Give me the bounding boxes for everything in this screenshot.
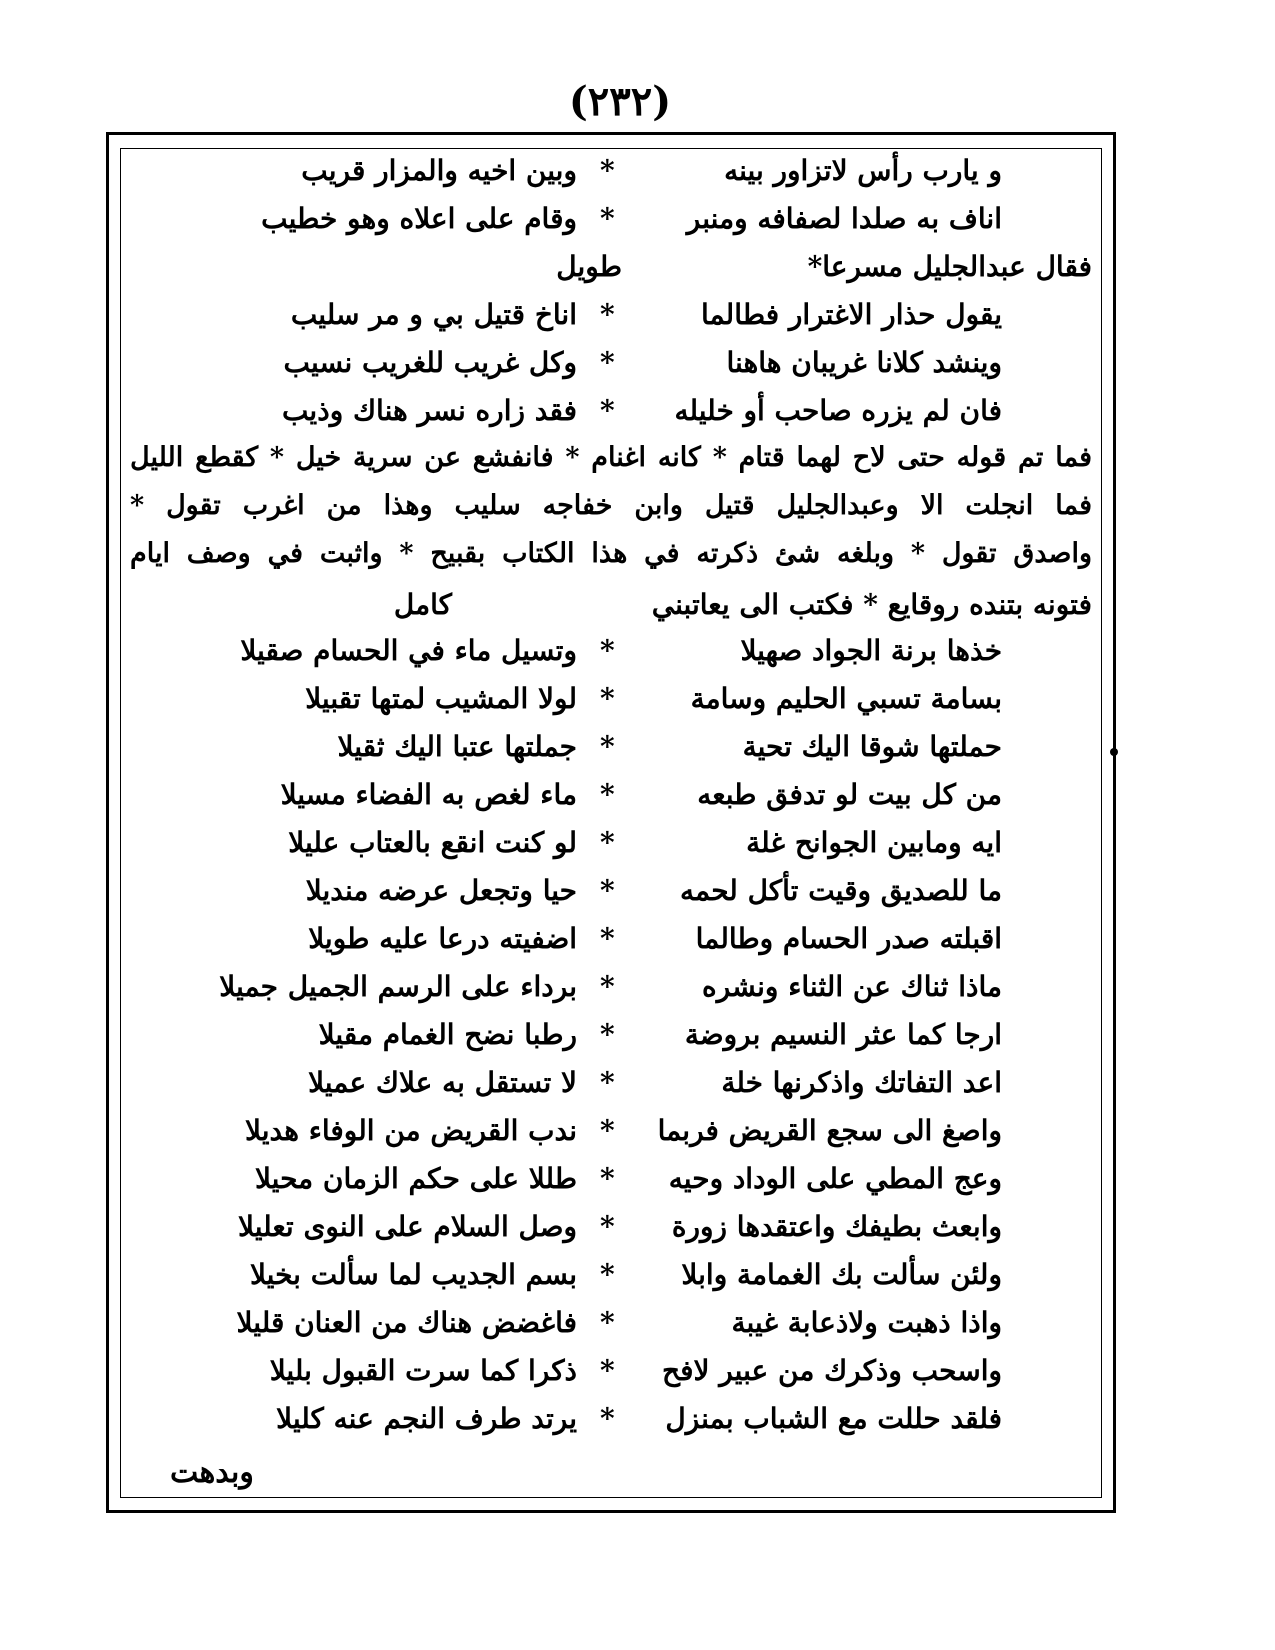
intro-text: فتونه بتنده روقايع * فكتب الى يعاتبني (651, 588, 1092, 621)
verse-hemistich-first: ايه ومابين الجوانح غلة (746, 826, 1002, 859)
verse-hemistich-first: ماذا ثناك عن الثناء ونشره (702, 970, 1002, 1003)
verse-separator: * (600, 1402, 615, 1435)
verse-line (130, 822, 1092, 872)
prose-line: واصدق تقول * وبلغه شئ ذكرته في هذا الكتاب بقبيح * واثبت في وصف ايام (130, 538, 1092, 569)
verse-separator: * (600, 1114, 615, 1147)
verse-hemistich-second: لا تستقل به علاك عميلا (308, 1066, 577, 1099)
verse-hemistich-second: بسم الجديب لما سألت بخيلا (249, 1258, 577, 1291)
verse-hemistich-second: وكل غريب للغريب نسيب (283, 346, 577, 379)
verse-line (130, 198, 1092, 248)
verse-hemistich-second: اناخ قتيل بي و مر سليب (290, 298, 577, 331)
verse-hemistich-second: وتسيل ماء في الحسام صقيلا (240, 634, 577, 667)
verse-line (130, 1206, 1092, 1256)
verse-hemistich-second: ماء لغص به الفضاء مسيلا (280, 778, 577, 811)
verse-separator: * (600, 346, 615, 379)
verse-hemistich-second: ذكرا كما سرت القبول بليلا (269, 1354, 577, 1387)
verse-separator: * (600, 874, 615, 907)
verse-hemistich-second: اضفيته درعا عليه طويلا (308, 922, 577, 955)
catchword: وبدهت (170, 1455, 254, 1490)
verse-line (130, 342, 1092, 392)
meter-label: كامل (393, 588, 452, 621)
verse-hemistich-first: ما للصديق وقيت تأكل لحمه (680, 874, 1002, 907)
verse-hemistich-second: وبين اخيه والمزار قريب (301, 154, 577, 187)
verse-separator: * (600, 826, 615, 859)
verse-hemistich-first: اناف به صلدا لصفافه ومنبر (686, 202, 1002, 235)
verse-line (130, 1398, 1092, 1448)
verse-separator: * (600, 154, 615, 187)
verse-hemistich-first: يقول حذار الاغترار فطالما (700, 298, 1002, 331)
verse-hemistich-second: طللا على حكم الزمان محيلا (254, 1162, 577, 1195)
poem-text-area (130, 150, 1092, 1495)
verse-hemistich-first: من كل بيت لو تدفق طبعه (697, 778, 1002, 811)
verse-hemistich-second: وقام على اعلاه وهو خطيب (261, 202, 577, 235)
verse-hemistich-second: لو كنت انقع بالعتاب عليلا (288, 826, 577, 859)
verse-line (130, 774, 1092, 824)
verse-hemistich-first: خذها برنة الجواد صهيلا (740, 634, 1002, 667)
verse-line (130, 870, 1092, 920)
verse-hemistich-second: برداء على الرسم الجميل جميلا (219, 970, 577, 1003)
verse-hemistich-first: وابعث بطيفك واعتقدها زورة (671, 1210, 1002, 1243)
verse-hemistich-first: فلقد حللت مع الشباب بمنزل (665, 1402, 1002, 1435)
verse-line (130, 1254, 1092, 1304)
verse-hemistich-first: فان لم يزره صاحب أو خليله (674, 394, 1002, 427)
verse-separator: * (600, 1306, 615, 1339)
verse-hemistich-first: و يارب رأس لاتزاور بينه (724, 154, 1002, 187)
verse-hemistich-second: جملتها عتبا اليك ثقيلا (337, 730, 577, 763)
verse-separator: * (600, 682, 615, 715)
verse-separator: * (600, 1018, 615, 1051)
verse-line (130, 726, 1092, 776)
verse-line (130, 150, 1092, 200)
verse-line (130, 1062, 1092, 1112)
verse-line (130, 1014, 1092, 1064)
verse-hemistich-first: واذا ذهبت ولاذعابة غيبة (731, 1306, 1002, 1339)
verse-separator: * (600, 298, 615, 331)
meter-label: طويل (556, 250, 622, 283)
verse-separator: * (600, 202, 615, 235)
verse-hemistich-second: رطبا نضح الغمام مقيلا (318, 1018, 577, 1051)
intro-line (130, 246, 1092, 296)
verse-hemistich-second: يرتد طرف النجم عنه كليلا (276, 1402, 577, 1435)
intro-text: فقال عبدالجليل مسرعا* (807, 250, 1092, 283)
prose-line: فما انجلت الا وعبدالجليل قتيل وابن خفاجه سليب وهذا من اغرب تقول * (130, 490, 1092, 521)
verse-hemistich-second: لولا المشيب لمتها تقبيلا (305, 682, 577, 715)
verse-hemistich-first: واصغ الى سجع القريض فربما (657, 1114, 1002, 1147)
verse-line (130, 1158, 1092, 1208)
prose-line: فما تم قوله حتى لاح لهما قتام * كانه اغنام * فانفشع عن سرية خيل * كقطع الليل (130, 442, 1092, 473)
verse-hemistich-second: حيا وتجعل عرضه منديلا (305, 874, 577, 907)
verse-line (130, 966, 1092, 1016)
verse-line (130, 390, 1092, 440)
verse-separator: * (600, 970, 615, 1003)
intro-line (130, 584, 1092, 634)
verse-hemistich-second: فاغضض هناك من العنان قليلا (236, 1306, 577, 1339)
verse-hemistich-first: واسحب وذكرك من عبير لافح (662, 1354, 1002, 1387)
verse-hemistich-first: ولئن سألت بك الغمامة وابلا (681, 1258, 1002, 1291)
verse-hemistich-first: ارجا كما عثر النسيم بروضة (684, 1018, 1002, 1051)
verse-line (130, 1302, 1092, 1352)
verse-line (130, 1110, 1092, 1160)
verse-separator: * (600, 1162, 615, 1195)
verse-hemistich-first: وينشد كلانا غريبان هاهنا (726, 346, 1002, 379)
verse-hemistich-first: اعد التفاتك واذكرنها خلة (721, 1066, 1002, 1099)
page-number: (٢٣٢) (568, 78, 672, 125)
verse-separator: * (600, 1354, 615, 1387)
verse-separator: * (600, 1066, 615, 1099)
verse-hemistich-first: وعج المطي على الوداد وحيه (668, 1162, 1002, 1195)
verse-line (130, 294, 1092, 344)
verse-separator: * (600, 394, 615, 427)
verse-hemistich-first: بسامة تسبي الحليم وسامة (690, 682, 1002, 715)
verse-separator: * (600, 730, 615, 763)
verse-separator: * (600, 922, 615, 955)
verse-line (130, 918, 1092, 968)
verse-line (130, 678, 1092, 728)
verse-hemistich-second: وصل السلام على النوى تعليلا (237, 1210, 577, 1243)
verse-hemistich-first: اقبلته صدر الحسام وطالما (695, 922, 1002, 955)
verse-separator: * (600, 1210, 615, 1243)
verse-separator: * (600, 1258, 615, 1291)
verse-separator: * (600, 634, 615, 667)
verse-line (130, 1350, 1092, 1400)
verse-separator: * (600, 778, 615, 811)
verse-hemistich-second: فقد زاره نسر هناك وذيب (281, 394, 577, 427)
margin-dot (1110, 748, 1118, 756)
verse-hemistich-first: حملتها شوقا اليك تحية (742, 730, 1002, 763)
verse-line (130, 630, 1092, 680)
verse-hemistich-second: ندب القريض من الوفاء هديلا (245, 1114, 577, 1147)
